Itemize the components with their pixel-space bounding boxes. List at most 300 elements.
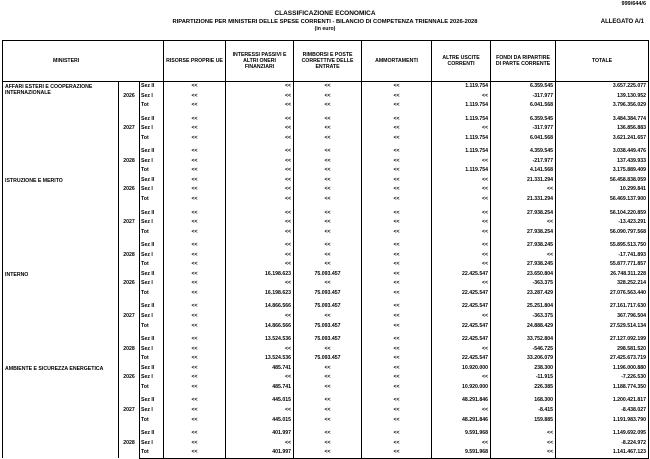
year-label: 2028 [119,335,140,364]
col-header-risorse: RISORSE PROPRIE UE [164,41,226,82]
cell-altre: 10.920.000 [432,383,491,393]
table-row [3,176,649,186]
cell-totale: -17.741.893 [556,251,649,261]
cell-altre: 22.425.547 [432,354,491,364]
cell-risorse: << [164,416,226,426]
cell-altre: << [432,406,491,416]
cell-totale: 328.252.214 [556,279,649,289]
cell-interessi: << [226,312,294,322]
table-header [3,41,649,82]
ministry-name: INTERNO [3,270,119,364]
cell-altre: 22.425.547 [432,289,491,299]
cell-rimborsi: << [294,101,362,111]
cell-totale: 1.188.774.350 [556,383,649,393]
cell-risorse: << [164,124,226,134]
cell-rimborsi: 75.093.457 [294,270,362,280]
table-row [3,82,649,92]
section-label: Sez II [140,115,164,125]
cell-altre: << [432,218,491,228]
cell-interessi: 485.741 [226,364,294,374]
cell-rimborsi: << [294,241,362,251]
cell-ammortamenti: << [362,439,432,449]
year-label: 2027 [119,115,140,144]
ministry-name: ISTRUZIONE E MERITO [3,176,119,270]
section-label: Tot [140,101,164,111]
section-label: Sez II [140,364,164,374]
cell-totale: 26.748.311.228 [556,270,649,280]
cell-rimborsi: << [294,396,362,406]
cell-totale: 56.104.220.859 [556,209,649,219]
cell-ammortamenti: << [362,416,432,426]
cell-fondi: 27.938.254 [491,209,556,219]
cell-altre: 9.591.968 [432,429,491,439]
cell-interessi: 13.524.536 [226,354,294,364]
cell-risorse: << [164,289,226,299]
cell-risorse: << [164,228,226,238]
cell-altre: << [432,439,491,449]
cell-fondi: -8.415 [491,406,556,416]
cell-fondi: -317.977 [491,92,556,102]
section-label: Tot [140,354,164,364]
cell-altre: 22.425.547 [432,302,491,312]
cell-totale: 56.458.838.059 [556,176,649,186]
cell-ammortamenti: << [362,185,432,195]
section-label: Tot [140,322,164,332]
cell-fondi: 6.041.568 [491,101,556,111]
cell-risorse: << [164,82,226,92]
cell-rimborsi: << [294,260,362,270]
section-label: Sez I [140,185,164,195]
cell-interessi: << [226,166,294,176]
cell-altre: 10.920.000 [432,364,491,374]
section-label: Sez I [140,279,164,289]
col-header-ammortamenti: AMMORTAMENTI [362,41,432,82]
cell-rimborsi: << [294,448,362,458]
cell-rimborsi: << [294,147,362,157]
cell-interessi: 485.741 [226,383,294,393]
cell-rimborsi: << [294,115,362,125]
cell-totale: 136.856.883 [556,124,649,134]
cell-ammortamenti: << [362,115,432,125]
cell-altre: 22.425.547 [432,335,491,345]
cell-interessi: 445.015 [226,416,294,426]
cell-ammortamenti: << [362,448,432,458]
cell-totale: 3.038.449.476 [556,147,649,157]
cell-rimborsi: << [294,364,362,374]
cell-fondi: << [491,218,556,228]
cell-interessi: 16.198.623 [226,270,294,280]
cell-totale: 137.439.933 [556,157,649,167]
cell-ammortamenti: << [362,124,432,134]
cell-altre: << [432,251,491,261]
cell-rimborsi: 75.093.457 [294,322,362,332]
col-header-ministeri: MINISTERI [3,41,164,82]
annex-label: ALLEGATO A/1 [600,19,644,25]
cell-fondi: << [491,448,556,458]
cell-interessi: << [226,241,294,251]
cell-totale: 56.469.137.900 [556,195,649,205]
cell-rimborsi: << [294,251,362,261]
cell-rimborsi: << [294,209,362,219]
cell-ammortamenti: << [362,166,432,176]
cell-totale: 3.484.384.774 [556,115,649,125]
cell-rimborsi: << [294,439,362,449]
section-label: Tot [140,289,164,299]
cell-interessi: << [226,209,294,219]
section-label: Tot [140,448,164,458]
section-label: Tot [140,195,164,205]
cell-altre: << [432,209,491,219]
cell-fondi: 27.938.245 [491,241,556,251]
cell-fondi: 25.251.804 [491,302,556,312]
cell-altre: << [432,124,491,134]
cell-interessi: << [226,157,294,167]
cell-rimborsi: 75.093.457 [294,302,362,312]
cell-risorse: << [164,166,226,176]
section-label: Tot [140,260,164,270]
cell-fondi: << [491,251,556,261]
section-label: Sez I [140,92,164,102]
cell-interessi: 13.524.536 [226,335,294,345]
cell-altre: << [432,345,491,355]
cell-risorse: << [164,322,226,332]
cell-ammortamenti: << [362,279,432,289]
cell-fondi: -546.725 [491,345,556,355]
cell-interessi: << [226,115,294,125]
cell-altre: << [432,176,491,186]
cell-fondi: 24.888.429 [491,322,556,332]
cell-fondi: 21.331.294 [491,195,556,205]
cell-interessi: << [226,147,294,157]
cell-ammortamenti: << [362,260,432,270]
cell-fondi: 21.331.294 [491,176,556,186]
table-row [3,364,649,374]
cell-ammortamenti: << [362,406,432,416]
cell-risorse: << [164,218,226,228]
cell-risorse: << [164,185,226,195]
cell-fondi: 27.938.254 [491,228,556,238]
cell-rimborsi: << [294,383,362,393]
cell-fondi: 238.300 [491,364,556,374]
section-label: Sez II [140,209,164,219]
cell-altre: << [432,185,491,195]
cell-risorse: << [164,241,226,251]
cell-ammortamenti: << [362,228,432,238]
cell-fondi: 159.885 [491,416,556,426]
cell-altre: 1.119.754 [432,147,491,157]
cell-totale: 3.175.889.409 [556,166,649,176]
section-label: Tot [140,383,164,393]
cell-risorse: << [164,279,226,289]
cell-fondi: 6.359.545 [491,82,556,92]
cell-totale: 139.130.952 [556,92,649,102]
cell-ammortamenti: << [362,147,432,157]
cell-altre: << [432,228,491,238]
cell-interessi: << [226,124,294,134]
cell-altre: 1.119.754 [432,101,491,111]
cell-interessi: << [226,185,294,195]
section-label: Sez I [140,157,164,167]
cell-risorse: << [164,176,226,186]
cell-interessi: << [226,92,294,102]
cell-interessi: 14.866.566 [226,302,294,312]
year-label: 2027 [119,209,140,238]
cell-interessi: << [226,134,294,144]
cell-altre: 1.119.754 [432,166,491,176]
year-label: 2028 [119,241,140,270]
cell-totale: 55.895.513.750 [556,241,649,251]
cell-totale: 56.090.797.568 [556,228,649,238]
cell-fondi: 23.287.429 [491,289,556,299]
cell-ammortamenti: << [362,209,432,219]
cell-altre: 22.425.547 [432,322,491,332]
section-label: Sez II [140,429,164,439]
cell-ammortamenti: << [362,241,432,251]
cell-interessi: << [226,373,294,383]
cell-risorse: << [164,134,226,144]
cell-risorse: << [164,383,226,393]
cell-ammortamenti: << [362,373,432,383]
cell-rimborsi: << [294,157,362,167]
cell-fondi: << [491,439,556,449]
year-label: 2026 [119,82,140,111]
cell-totale: 3.657.225.077 [556,82,649,92]
section-label: Sez I [140,312,164,322]
col-header-rimborsi: RIMBORSI E POSTE CORRETTIVE DELLE ENTRATE [294,41,362,82]
cell-altre: << [432,260,491,270]
cell-ammortamenti: << [362,157,432,167]
cell-ammortamenti: << [362,383,432,393]
cell-altre: << [432,195,491,205]
cell-totale: -8.438.027 [556,406,649,416]
document-id: 999/644/6 [621,1,646,7]
cell-risorse: << [164,115,226,125]
cell-altre: 9.591.968 [432,448,491,458]
cell-interessi: << [226,101,294,111]
cell-risorse: << [164,312,226,322]
cell-risorse: << [164,157,226,167]
cell-altre: 22.425.547 [432,270,491,280]
year-label: 2027 [119,302,140,331]
cell-totale: -8.224.972 [556,439,649,449]
cell-fondi: -363.375 [491,279,556,289]
cell-totale: 1.200.421.817 [556,396,649,406]
cell-totale: 55.877.771.857 [556,260,649,270]
cell-fondi: 6.041.568 [491,134,556,144]
cell-rimborsi: << [294,345,362,355]
cell-fondi: -11.915 [491,373,556,383]
cell-rimborsi: << [294,279,362,289]
cell-fondi: 27.938.245 [491,260,556,270]
cell-interessi: << [226,345,294,355]
cell-interessi: << [226,228,294,238]
cell-ammortamenti: << [362,270,432,280]
cell-altre: << [432,373,491,383]
cell-ammortamenti: << [362,345,432,355]
cell-risorse: << [164,147,226,157]
year-label: 2026 [119,176,140,205]
cell-risorse: << [164,302,226,312]
cell-totale: 1.149.692.095 [556,429,649,439]
cell-rimborsi: 75.093.457 [294,289,362,299]
cell-risorse: << [164,260,226,270]
cell-ammortamenti: << [362,335,432,345]
cell-totale: 3.621.241.657 [556,134,649,144]
cell-fondi: 6.359.545 [491,115,556,125]
cell-rimborsi: << [294,176,362,186]
section-label: Sez II [140,335,164,345]
table-row [3,270,649,280]
cell-risorse: << [164,270,226,280]
section-label: Sez I [140,439,164,449]
cell-ammortamenti: << [362,176,432,186]
section-label: Sez I [140,345,164,355]
cell-altre: 1.119.754 [432,82,491,92]
cell-risorse: << [164,373,226,383]
cell-interessi: << [226,406,294,416]
cell-ammortamenti: << [362,92,432,102]
cell-fondi: 4.141.568 [491,166,556,176]
cell-risorse: << [164,101,226,111]
cell-ammortamenti: << [362,312,432,322]
cell-risorse: << [164,439,226,449]
col-header-interessi: INTERESSI PASSIVI E ALTRI ONERI FINANZIARI [226,41,294,82]
cell-fondi: -363.375 [491,312,556,322]
cell-altre: 1.119.754 [432,115,491,125]
cell-altre: << [432,312,491,322]
document-subtitle: RIPARTIZIONE PER MINISTERI DELLE SPESE CORRENTI - BILANCIO DI COMPETENZA TRIENNALE 2026-2028 [172,19,478,25]
cell-risorse: << [164,195,226,205]
cell-interessi: << [226,218,294,228]
cell-interessi: 445.015 [226,396,294,406]
cell-altre: << [432,157,491,167]
cell-risorse: << [164,251,226,261]
cell-interessi: << [226,82,294,92]
cell-totale: 27.127.092.199 [556,335,649,345]
cell-ammortamenti: << [362,289,432,299]
document-title: CLASSIFICAZIONE ECONOMICA [274,10,376,17]
section-label: Sez II [140,302,164,312]
table-body [3,82,649,459]
cell-interessi: 14.866.566 [226,322,294,332]
cell-fondi: << [491,185,556,195]
cell-rimborsi: << [294,195,362,205]
col-header-fondi: FONDI DA RIPARTIRE DI PARTE CORRENTE [491,41,556,82]
cell-rimborsi: << [294,416,362,426]
year-label: 2026 [119,364,140,393]
cell-totale: 27.425.673.719 [556,354,649,364]
cell-rimborsi: << [294,185,362,195]
cell-rimborsi: << [294,429,362,439]
ministry-name: AMBIENTE E SICUREZZA ENERGETICA [3,364,119,458]
year-label: 2028 [119,429,140,458]
cell-interessi: << [226,439,294,449]
cell-ammortamenti: << [362,364,432,374]
col-header-altre: ALTRE USCITE CORRENTI [432,41,491,82]
cell-risorse: << [164,364,226,374]
cell-ammortamenti: << [362,396,432,406]
cell-ammortamenti: << [362,429,432,439]
cell-risorse: << [164,335,226,345]
col-header-totale: TOTALE [556,41,649,82]
cell-ammortamenti: << [362,82,432,92]
cell-risorse: << [164,209,226,219]
section-label: Sez I [140,406,164,416]
cell-ammortamenti: << [362,218,432,228]
section-label: Sez I [140,373,164,383]
cell-risorse: << [164,429,226,439]
cell-interessi: << [226,260,294,270]
section-label: Sez II [140,147,164,157]
cell-risorse: << [164,92,226,102]
cell-rimborsi: << [294,312,362,322]
cell-ammortamenti: << [362,322,432,332]
section-label: Sez I [140,124,164,134]
cell-fondi: 168.300 [491,396,556,406]
cell-risorse: << [164,396,226,406]
cell-totale: 298.581.520 [556,345,649,355]
cell-fondi: -217.977 [491,157,556,167]
cell-altre: 1.119.754 [432,134,491,144]
cell-ammortamenti: << [362,195,432,205]
cell-totale: 27.161.717.630 [556,302,649,312]
cell-fondi: 33.752.804 [491,335,556,345]
cell-fondi: 4.359.545 [491,147,556,157]
cell-rimborsi: << [294,218,362,228]
section-label: Tot [140,166,164,176]
cell-rimborsi: << [294,228,362,238]
cell-risorse: << [164,448,226,458]
cell-rimborsi: << [294,124,362,134]
section-label: Sez I [140,218,164,228]
section-label: Sez II [140,396,164,406]
cell-ammortamenti: << [362,302,432,312]
cell-totale: 1.191.983.790 [556,416,649,426]
cell-rimborsi: 75.093.457 [294,335,362,345]
cell-altre: << [432,279,491,289]
section-label: Sez I [140,251,164,261]
cell-interessi: 16.198.623 [226,289,294,299]
year-label: 2027 [119,396,140,425]
cell-altre: << [432,241,491,251]
cell-rimborsi: << [294,373,362,383]
year-label: 2028 [119,147,140,176]
cell-ammortamenti: << [362,134,432,144]
ministry-name: AFFARI ESTERI E COOPERAZIONE INTERNAZIONALE [3,82,119,176]
cell-fondi: 33.206.079 [491,354,556,364]
cell-risorse: << [164,406,226,416]
section-label: Tot [140,228,164,238]
expenditure-table [2,40,649,459]
cell-altre: 48.291.846 [432,396,491,406]
cell-rimborsi: << [294,406,362,416]
cell-totale: 27.076.563.440 [556,289,649,299]
cell-fondi: 226.385 [491,383,556,393]
cell-rimborsi: << [294,134,362,144]
section-label: Sez II [140,82,164,92]
cell-interessi: << [226,195,294,205]
cell-interessi: 401.997 [226,429,294,439]
cell-altre: << [432,92,491,102]
section-label: Sez II [140,270,164,280]
cell-ammortamenti: << [362,251,432,261]
cell-risorse: << [164,354,226,364]
cell-totale: 367.796.504 [556,312,649,322]
cell-risorse: << [164,345,226,355]
unit-note: (in euro) [314,26,336,32]
cell-fondi: << [491,429,556,439]
cell-totale: 27.529.514.134 [556,322,649,332]
